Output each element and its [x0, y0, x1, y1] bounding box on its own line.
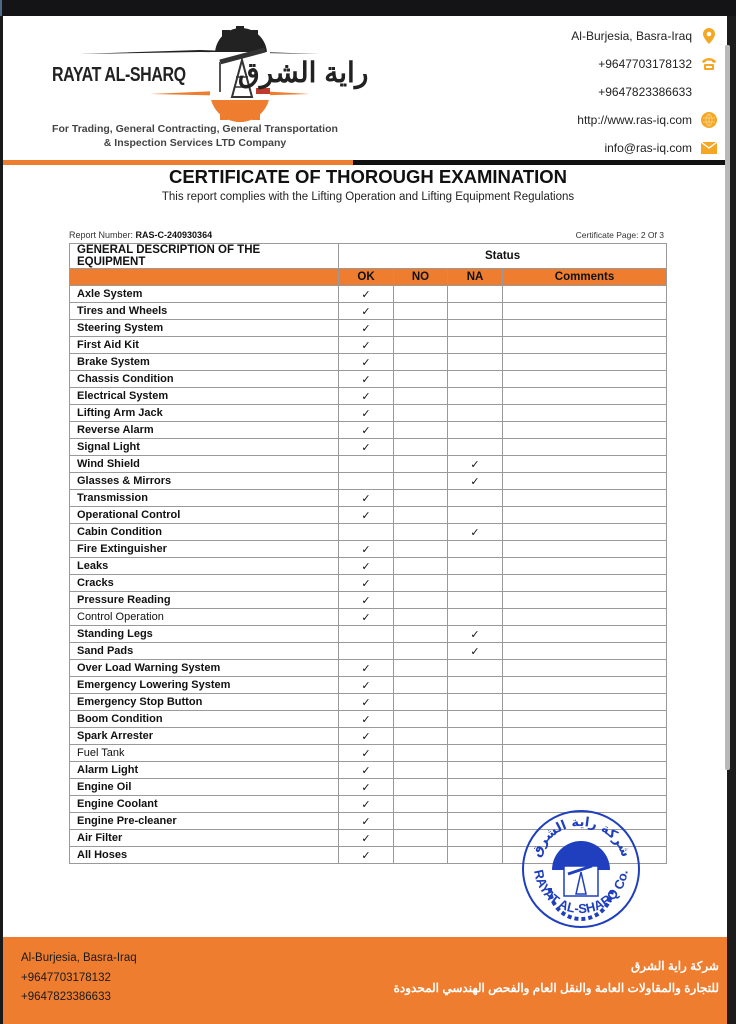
status-na-cell [448, 405, 503, 422]
table-row [70, 575, 667, 592]
equipment-item-name: Leaks [70, 558, 339, 575]
status-na-cell [448, 286, 503, 303]
status-ok-cell [339, 796, 394, 813]
equipment-item-name: Over Load Warning System [70, 660, 339, 677]
status-na-cell [448, 303, 503, 320]
contact-email [518, 134, 718, 162]
website-link[interactable]: http://www.ras-iq.com [577, 113, 692, 127]
checkmark-icon: ✓ [361, 696, 371, 709]
status-na-cell [448, 592, 503, 609]
telephone-icon [700, 55, 718, 73]
status-ok-cell [339, 694, 394, 711]
status-na-cell [448, 558, 503, 575]
status-na-cell [448, 643, 503, 660]
equipment-item-name: Air Filter [70, 830, 339, 847]
status-ok-cell [339, 405, 394, 422]
envelope-icon [700, 139, 718, 157]
equipment-item-name: Cabin Condition [70, 524, 339, 541]
checkmark-icon: ✓ [470, 628, 480, 641]
comments-cell [503, 337, 667, 354]
status-no-cell [394, 541, 448, 558]
status-ok-cell [339, 575, 394, 592]
status-ok-cell [339, 609, 394, 626]
checkmark-icon: ✓ [361, 356, 371, 369]
status-no-cell [394, 830, 448, 847]
equipment-item-name: Operational Control [70, 507, 339, 524]
status-na-cell [448, 694, 503, 711]
page-footer [3, 937, 727, 1024]
status-no-cell [394, 677, 448, 694]
comments-cell [503, 592, 667, 609]
status-na-cell [448, 541, 503, 558]
comments-cell [503, 660, 667, 677]
checkmark-icon: ✓ [361, 713, 371, 726]
status-ok-cell [339, 728, 394, 745]
report-number-label: Report Number: [69, 230, 136, 240]
table-row [70, 677, 667, 694]
contact-phone-1 [518, 50, 718, 78]
company-logo [50, 22, 369, 122]
status-ok-cell [339, 422, 394, 439]
status-no-cell [394, 643, 448, 660]
table-row [70, 388, 667, 405]
checkmark-icon: ✓ [361, 679, 371, 692]
equipment-item-name: Transmission [70, 490, 339, 507]
comments-cell [503, 762, 667, 779]
equipment-item-name: Fire Extinguisher [70, 541, 339, 558]
status-ok-cell [339, 592, 394, 609]
comments-cell [503, 779, 667, 796]
status-no-cell [394, 796, 448, 813]
header-comments: Comments [503, 269, 667, 286]
table-row [70, 303, 667, 320]
status-ok-cell [339, 558, 394, 575]
status-no-cell [394, 728, 448, 745]
status-na-cell [448, 677, 503, 694]
company-tagline [30, 122, 360, 150]
header-no: NO [394, 269, 448, 286]
equipment-item-name: All Hoses [70, 847, 339, 864]
equipment-item-name: Electrical System [70, 388, 339, 405]
table-row [70, 371, 667, 388]
company-stamp [520, 808, 642, 930]
status-ok-cell [339, 473, 394, 490]
header-divider-dark [353, 160, 727, 165]
status-no-cell [394, 762, 448, 779]
equipment-item-name: Wind Shield [70, 456, 339, 473]
checkmark-icon: ✓ [361, 288, 371, 301]
comments-cell [503, 473, 667, 490]
status-no-cell [394, 354, 448, 371]
comments-cell [503, 694, 667, 711]
footer-company-name-ar: شركة راية الشرق [630, 959, 719, 973]
status-ok-cell [339, 847, 394, 864]
checkmark-icon: ✓ [361, 441, 371, 454]
table-row [70, 609, 667, 626]
header-blank [70, 269, 339, 286]
status-na-cell [448, 660, 503, 677]
equipment-item-name: Chassis Condition [70, 371, 339, 388]
header-ok: OK [339, 269, 394, 286]
status-na-cell [448, 575, 503, 592]
status-ok-cell [339, 779, 394, 796]
report-number [69, 230, 212, 240]
checkmark-icon: ✓ [470, 458, 480, 471]
comments-cell [503, 575, 667, 592]
status-ok-cell [339, 813, 394, 830]
status-ok-cell [339, 320, 394, 337]
equipment-item-name: Glasses & Mirrors [70, 473, 339, 490]
comments-cell [503, 541, 667, 558]
checkmark-icon: ✓ [361, 781, 371, 794]
status-no-cell [394, 456, 448, 473]
table-row [70, 728, 667, 745]
certificate-title: CERTIFICATE OF THOROUGH EXAMINATION [168, 166, 568, 187]
comments-cell [503, 558, 667, 575]
checkmark-icon: ✓ [361, 815, 371, 828]
comments-cell [503, 405, 667, 422]
status-na-cell [448, 422, 503, 439]
window-top-bar [0, 0, 736, 16]
status-na-cell [448, 796, 503, 813]
status-no-cell [394, 711, 448, 728]
footer-company-arabic [394, 955, 719, 999]
checkmark-icon: ✓ [361, 577, 371, 590]
checkmark-icon: ✓ [361, 849, 371, 862]
checkmark-icon: ✓ [470, 526, 480, 539]
table-row [70, 456, 667, 473]
checkmark-icon: ✓ [361, 560, 371, 573]
status-no-cell [394, 694, 448, 711]
footer-contact [21, 949, 137, 1008]
table-row [70, 286, 667, 303]
status-na-cell [448, 728, 503, 745]
checkmark-icon: ✓ [361, 390, 371, 403]
comments-cell [503, 507, 667, 524]
comments-cell [503, 711, 667, 728]
status-no-cell [394, 286, 448, 303]
header-description: GENERAL DESCRIPTION OF THE EQUIPMENT [70, 244, 339, 269]
status-ok-cell [339, 456, 394, 473]
status-ok-cell [339, 830, 394, 847]
equipment-item-name: Emergency Lowering System [70, 677, 339, 694]
status-ok-cell [339, 643, 394, 660]
footer-phone-1[interactable]: +9647703178132 [21, 971, 111, 984]
equipment-item-name: First Aid Kit [70, 337, 339, 354]
table-row [70, 422, 667, 439]
status-no-cell [394, 745, 448, 762]
logo-text-english: RAYAT AL-SHARQ [52, 64, 186, 86]
status-ok-cell [339, 660, 394, 677]
status-na-cell [448, 779, 503, 796]
status-ok-cell [339, 677, 394, 694]
status-ok-cell [339, 524, 394, 541]
header-divider-orange [3, 160, 353, 165]
header-contact-block [518, 22, 718, 162]
table-row [70, 779, 667, 796]
status-na-cell [448, 456, 503, 473]
comments-cell [503, 422, 667, 439]
equipment-item-name: Cracks [70, 575, 339, 592]
address-text: Al-Burjesia, Basra-Iraq [571, 29, 692, 43]
equipment-item-name: Axle System [70, 286, 339, 303]
comments-cell [503, 286, 667, 303]
table-row [70, 558, 667, 575]
checkmark-icon: ✓ [361, 492, 371, 505]
report-number-value: RAS-C-240930364 [135, 230, 213, 240]
checkmark-icon: ✓ [361, 798, 371, 811]
equipment-item-name: Reverse Alarm [70, 422, 339, 439]
equipment-item-name: Emergency Stop Button [70, 694, 339, 711]
status-ok-cell [339, 354, 394, 371]
phone-2-text[interactable]: +9647823386633 [598, 85, 692, 99]
status-na-cell [448, 439, 503, 456]
status-na-cell [448, 813, 503, 830]
table-row [70, 473, 667, 490]
stamp-english-text: RAYAT AL-SHARQ Co. [531, 868, 631, 917]
certificate-subtitle: This report complies with the Lifting Operation and Lifting Equipment Regulations [161, 191, 575, 203]
footer-phone-2[interactable]: +9647823386633 [21, 991, 111, 1003]
status-no-cell [394, 422, 448, 439]
status-na-cell [448, 762, 503, 779]
status-na-cell [448, 320, 503, 337]
status-ok-cell [339, 711, 394, 728]
tagline-line-1: For Trading, General Contracting, General Transportation [52, 123, 338, 135]
comments-cell [503, 728, 667, 745]
checkmark-icon: ✓ [361, 339, 371, 352]
table-row [70, 439, 667, 456]
table-row [70, 711, 667, 728]
comments-cell [503, 745, 667, 762]
checkmark-icon: ✓ [361, 424, 371, 437]
checkmark-icon: ✓ [361, 594, 371, 607]
status-na-cell [448, 745, 503, 762]
table-row [70, 524, 667, 541]
checkmark-icon: ✓ [361, 764, 371, 777]
status-no-cell [394, 779, 448, 796]
table-row [70, 541, 667, 558]
status-na-cell [448, 354, 503, 371]
table-row [70, 337, 667, 354]
email-link[interactable]: info@ras-iq.com [604, 141, 692, 155]
equipment-item-name: Standing Legs [70, 626, 339, 643]
status-no-cell [394, 388, 448, 405]
table-body [70, 286, 667, 864]
status-no-cell [394, 405, 448, 422]
status-na-cell [448, 473, 503, 490]
equipment-item-name: Signal Light [70, 439, 339, 456]
status-no-cell [394, 371, 448, 388]
comments-cell [503, 524, 667, 541]
equipment-item-name: Steering System [70, 320, 339, 337]
status-ok-cell [339, 762, 394, 779]
comments-cell [503, 456, 667, 473]
status-ok-cell [339, 337, 394, 354]
equipment-item-name: Lifting Arm Jack [70, 405, 339, 422]
table-row [70, 643, 667, 660]
status-no-cell [394, 558, 448, 575]
checkmark-icon: ✓ [361, 747, 371, 760]
status-no-cell [394, 320, 448, 337]
status-ok-cell [339, 439, 394, 456]
status-no-cell [394, 592, 448, 609]
status-na-cell [448, 337, 503, 354]
status-no-cell [394, 524, 448, 541]
status-na-cell [448, 507, 503, 524]
status-na-cell [448, 847, 503, 864]
comments-cell [503, 490, 667, 507]
checkmark-icon: ✓ [361, 662, 371, 675]
status-no-cell [394, 813, 448, 830]
comments-cell [503, 609, 667, 626]
status-ok-cell [339, 626, 394, 643]
status-na-cell [448, 371, 503, 388]
phone-1-text[interactable]: +9647703178132 [598, 57, 692, 71]
comments-cell [503, 439, 667, 456]
tagline-line-2: & Inspection Services LTD Company [103, 137, 287, 149]
status-no-cell [394, 473, 448, 490]
comments-cell [503, 388, 667, 405]
header-status: Status [339, 244, 667, 269]
checkmark-icon: ✓ [361, 509, 371, 522]
status-no-cell [394, 626, 448, 643]
checkmark-icon: ✓ [470, 645, 480, 658]
table-row [70, 490, 667, 507]
header-na: NA [448, 269, 503, 286]
status-ok-cell [339, 286, 394, 303]
footer-company-desc-ar: للتجارة والمقاولات العامة والنقل العام والفحص الهندسي المحدودة [393, 981, 719, 995]
equipment-item-name: Spark Arrester [70, 728, 339, 745]
table-row [70, 354, 667, 371]
equipment-status-table [69, 243, 667, 864]
certificate-page-indicator: Certificate Page: 2 Of 3 [575, 230, 664, 240]
status-na-cell [448, 711, 503, 728]
checkmark-icon: ✓ [361, 407, 371, 420]
contact-address [518, 22, 718, 50]
status-no-cell [394, 439, 448, 456]
status-no-cell [394, 303, 448, 320]
comments-cell [503, 371, 667, 388]
comments-cell [503, 643, 667, 660]
stamp-seal-icon [520, 808, 642, 930]
checkmark-icon: ✓ [361, 305, 371, 318]
comments-cell [503, 303, 667, 320]
status-na-cell [448, 524, 503, 541]
status-ok-cell [339, 745, 394, 762]
globe-icon [700, 111, 718, 129]
table-row [70, 592, 667, 609]
status-na-cell [448, 830, 503, 847]
equipment-item-name: Pressure Reading [70, 592, 339, 609]
status-no-cell [394, 660, 448, 677]
comments-cell [503, 626, 667, 643]
comments-cell [503, 677, 667, 694]
status-na-cell [448, 626, 503, 643]
equipment-item-name: Boom Condition [70, 711, 339, 728]
location-pin-icon [700, 27, 718, 45]
equipment-item-name: Control Operation [70, 609, 339, 626]
status-no-cell [394, 337, 448, 354]
checkmark-icon: ✓ [361, 373, 371, 386]
table-row [70, 694, 667, 711]
footer-address: Al-Burjesia, Basra-Iraq [21, 952, 137, 964]
equipment-item-name: Tires and Wheels [70, 303, 339, 320]
table-row [70, 626, 667, 643]
table-row [70, 507, 667, 524]
checkmark-icon: ✓ [361, 322, 371, 335]
status-ok-cell [339, 507, 394, 524]
logo-text-arabic: راية الشرق [238, 57, 369, 88]
table-row [70, 762, 667, 779]
status-ok-cell [339, 371, 394, 388]
status-ok-cell [339, 388, 394, 405]
table-row [70, 745, 667, 762]
checkmark-icon: ✓ [361, 730, 371, 743]
status-no-cell [394, 575, 448, 592]
table-row [70, 405, 667, 422]
comments-cell [503, 320, 667, 337]
checkmark-icon: ✓ [361, 543, 371, 556]
checkmark-icon: ✓ [470, 475, 480, 488]
status-ok-cell [339, 490, 394, 507]
status-ok-cell [339, 303, 394, 320]
equipment-item-name: Engine Coolant [70, 796, 339, 813]
stamp-arabic-text: شركة راية الشرق [528, 814, 634, 860]
checkmark-icon: ✓ [361, 611, 371, 624]
status-ok-cell [339, 541, 394, 558]
comments-cell [503, 354, 667, 371]
equipment-item-name: Fuel Tank [70, 745, 339, 762]
scrollbar-thumb[interactable] [725, 45, 730, 770]
status-no-cell [394, 507, 448, 524]
status-na-cell [448, 388, 503, 405]
status-no-cell [394, 490, 448, 507]
status-no-cell [394, 609, 448, 626]
table-row [70, 660, 667, 677]
status-na-cell [448, 490, 503, 507]
status-na-cell [448, 609, 503, 626]
table-row [70, 320, 667, 337]
equipment-item-name: Engine Oil [70, 779, 339, 796]
status-no-cell [394, 847, 448, 864]
checkmark-icon: ✓ [361, 832, 371, 845]
equipment-item-name: Engine Pre-cleaner [70, 813, 339, 830]
contact-website [518, 106, 718, 134]
equipment-item-name: Brake System [70, 354, 339, 371]
equipment-item-name: Sand Pads [70, 643, 339, 660]
contact-phone-2 [518, 78, 718, 106]
equipment-item-name: Alarm Light [70, 762, 339, 779]
